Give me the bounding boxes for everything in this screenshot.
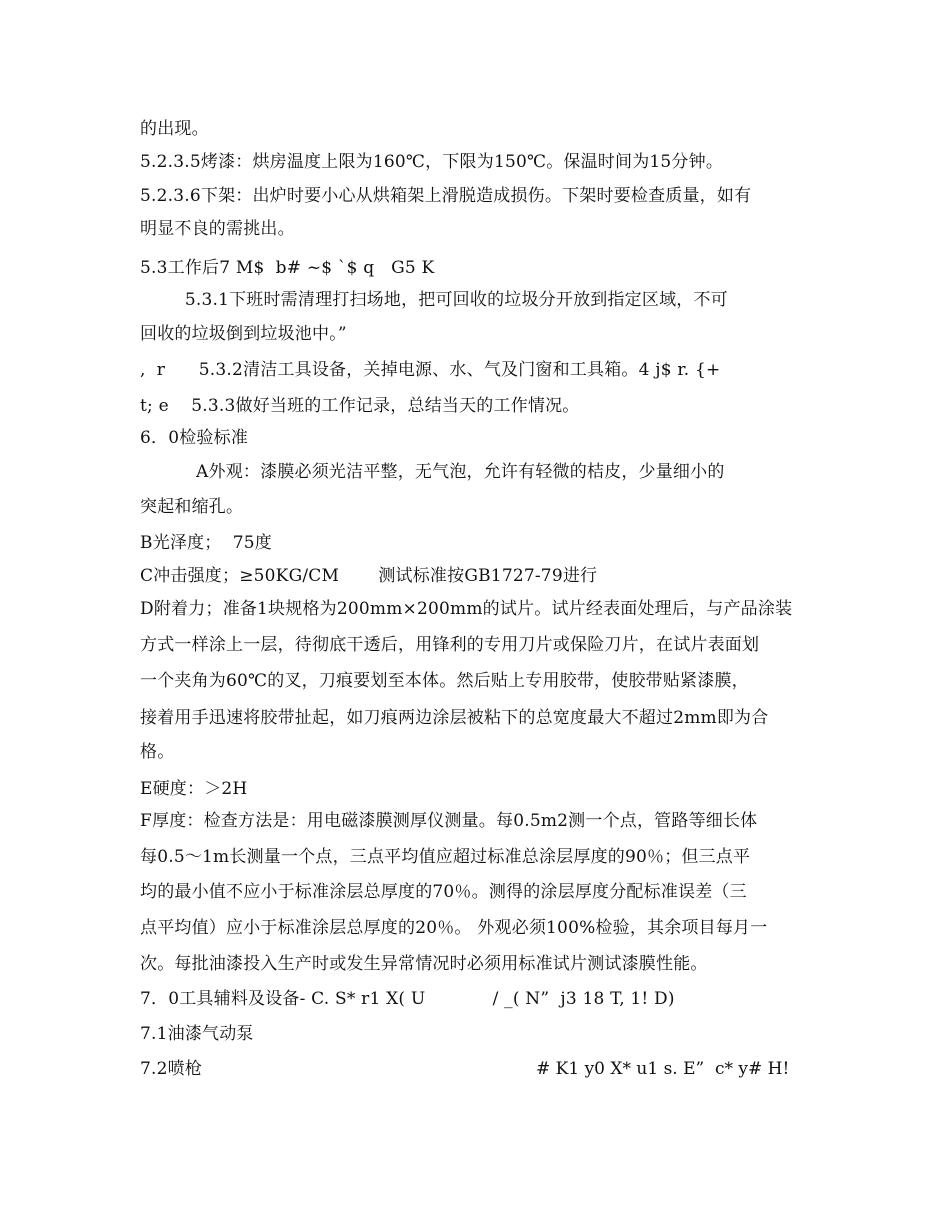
text-line: 5.3工作后7 M$ b# ~$ `$ q G5 K bbox=[140, 258, 435, 278]
text-line: t; e 5.3.3做好当班的工作记录，总结当天的工作情况。 bbox=[140, 396, 580, 416]
text-line: 突起和缩孔。 bbox=[140, 497, 244, 517]
text-line: B光泽度； 75度 bbox=[140, 533, 272, 553]
text-line: 一个夹角为60℃的叉，刀痕要划至本体。然后贴上专用胶带，使胶带贴紧漆膜， bbox=[140, 671, 749, 691]
text-line: 方式一样涂上一层，待彻底干透后，用锋利的专用刀片或保险刀片，在试片表面划 bbox=[140, 635, 760, 655]
text-line: E硬度：＞2H bbox=[140, 779, 248, 799]
text-line: 的出现。 bbox=[140, 119, 209, 139]
noise-text: # K1 y0 X* u1 s. E” c* y# H! bbox=[536, 1059, 790, 1079]
text-line: 均的最小值不应小于标准涂层总厚度的70％。测得的涂层厚度分配标准误差（三 bbox=[140, 882, 747, 902]
text-line: 每0.5～1m长测量一个点，三点平均值应超过标准总涂层厚度的90％；但三点平 bbox=[140, 847, 751, 867]
text-line: A外观：漆膜必须光洁平整，无气泡，允许有轻微的桔皮，少量细小的 bbox=[140, 462, 725, 482]
text-line: 回收的垃圾倒到垃圾池中。” bbox=[140, 324, 347, 344]
text-line: 7.2喷枪 bbox=[140, 1059, 203, 1079]
text-line: 次。每批油漆投入生产时或发生异常情况时必须用标准试片测试漆膜性能。 bbox=[140, 954, 708, 974]
section-heading: 7．0工具辅料及设备- C. S* r1 X( U / _( N” j3 18 T, 1! D) bbox=[140, 989, 675, 1009]
text-line: 5.2.3.6下架：出炉时要小心从烘箱架上滑脱造成损伤。下架时要检查质量，如有 bbox=[140, 186, 752, 206]
text-line: 接着用手迅速将胶带扯起，如刀痕两边涂层被粘下的总宽度最大不超过2mm即为合 bbox=[140, 708, 769, 728]
text-line: 7.1油漆气动泵 bbox=[140, 1024, 254, 1044]
text-line: 5.2.3.5烤漆：烘房温度上限为160℃，下限为150℃。保温时间为15分钟。 bbox=[140, 152, 724, 172]
text-line: C冲击强度；≥50KG/CM 测试标准按GB1727-79进行 bbox=[140, 566, 598, 586]
text-line: 点平均值）应小于标准涂层总厚度的20％。 外观必须100%检验，其余项目每月一 bbox=[140, 918, 768, 938]
text-line: 明显不良的需挑出。 bbox=[140, 219, 295, 239]
text-line: , r 5.3.2清洁工具设备，关掉电源、水、气及门窗和工具箱。4 j$ r. {+ bbox=[140, 360, 721, 380]
text-line: F厚度：检查方法是：用电磁漆膜测厚仪测量。每0.5m2测一个点，管路等细长体 bbox=[140, 811, 758, 831]
text-line: 5.3.1下班时需清理打扫场地，把可回收的垃圾分开放到指定区域，不可 bbox=[140, 290, 728, 310]
section-heading: 6．0检验标准 bbox=[140, 428, 249, 448]
text-line: D附着力；准备1块规格为200mm×200mm的试片。试片经表面处理后，与产品涂装 bbox=[140, 599, 793, 619]
text-line: 格。 bbox=[140, 742, 175, 762]
